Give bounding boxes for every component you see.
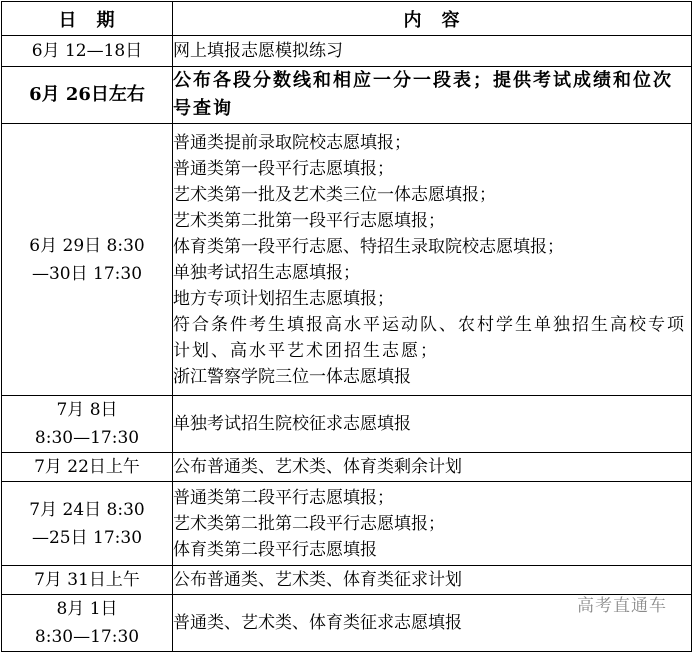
content-line: 浙江警察学院三位一体志愿填报: [173, 366, 411, 387]
table-row: [2, 453, 692, 482]
content-line: 公布普通类、艺术类、体育类剩余计划: [173, 457, 462, 477]
content-cell: [173, 124, 692, 396]
date-line: 8:30—17:30: [34, 428, 140, 448]
content-line: 艺术类第二批第一段平行志愿填报；: [173, 210, 445, 231]
date-line: 7月 8日: [56, 400, 118, 420]
content-line: 公布各段分数线和相应一分一段表；提供考试成绩和位次号查询: [173, 70, 673, 119]
date-cell: [2, 482, 173, 566]
content-line: 体育类第二段平行志愿填报: [173, 539, 377, 560]
content-line: 艺术类第一批及艺术类三位一体志愿填报；: [173, 184, 496, 205]
table-row: [2, 396, 692, 453]
content-line: 普通类提前录取院校志愿填报；: [173, 132, 411, 153]
content-line: 地方专项计划招生志愿填报；: [173, 288, 394, 309]
header-content: 内 容: [173, 2, 692, 36]
content-line: 单独考试招生院校征求志愿填报: [173, 414, 411, 434]
date-line: 7月 24日 8:30: [29, 499, 145, 520]
date-line: 8月 1日: [56, 599, 118, 619]
date-line: —25日 17:30: [31, 527, 143, 548]
date-cell: [2, 124, 173, 396]
content-cell: [173, 67, 692, 124]
date-line: 8:30—17:30: [34, 627, 140, 647]
date-line: —30日 17:30: [31, 263, 143, 284]
content-line: 单独考试招生志愿填报；: [173, 262, 360, 283]
header-row: [2, 2, 692, 36]
header-date: 日 期: [2, 2, 173, 36]
date-cell: [2, 453, 173, 482]
date-cell: [2, 67, 173, 124]
date-cell: [2, 566, 173, 595]
content-line: 普通类第二段平行志愿填报；: [173, 487, 394, 508]
content-line: 艺术类第二批第二段平行志愿填报；: [173, 513, 445, 534]
date-line: 6月 12—18日: [31, 41, 143, 61]
date-line: 7月 22日上午: [34, 457, 140, 477]
table-row: [2, 36, 692, 67]
content-cell: [173, 396, 692, 453]
date-line: 6月 29日 8:30: [29, 235, 145, 256]
content-line: 体育类第一段平行志愿、特招生录取院校志愿填报；: [173, 236, 564, 257]
content-line: 普通类、艺术类、体育类征求志愿填报: [173, 613, 462, 633]
watermark-text: 高考直通车: [577, 596, 667, 616]
date-line: 6月 26日左右: [29, 84, 145, 105]
schedule-table: [1, 1, 692, 652]
date-line: 7月 31日上午: [34, 570, 140, 590]
date-cell: [2, 595, 173, 652]
date-cell: [2, 36, 173, 67]
content-cell: [173, 453, 692, 482]
content-line: 网上填报志愿模拟练习: [173, 41, 343, 61]
content-line: 符合条件考生填报高水平运动队、农村学生单独招生高校专项计划、高水平艺术团招生志愿；: [173, 314, 686, 361]
table-row: [2, 67, 692, 124]
content-line: 公布普通类、艺术类、体育类征求计划: [173, 570, 462, 590]
table-row: [2, 482, 692, 566]
content-line: 普通类第一段平行志愿填报；: [173, 158, 394, 179]
table-row: [2, 124, 692, 396]
content-cell: [173, 36, 692, 67]
content-cell: [173, 482, 692, 566]
date-cell: [2, 396, 173, 453]
